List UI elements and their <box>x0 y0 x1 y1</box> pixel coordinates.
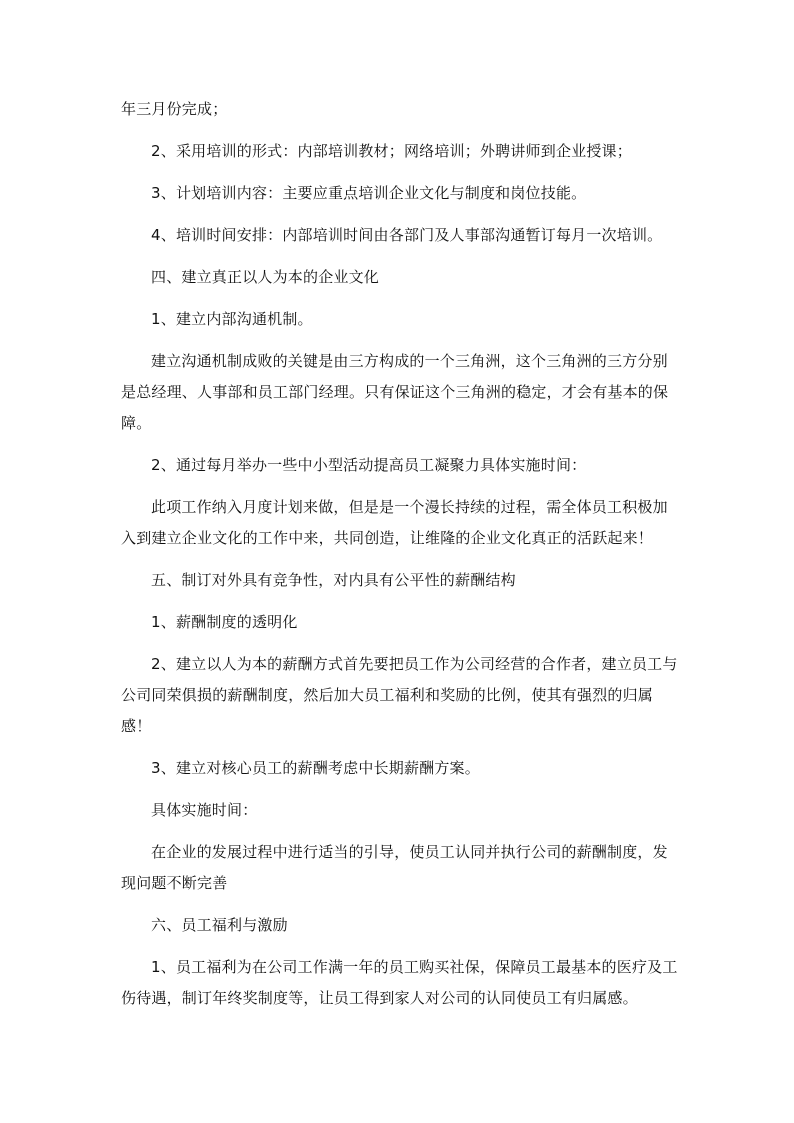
paragraph-1: 年三月份完成； <box>121 100 228 118</box>
paragraph-3: 3、计划培训内容：主要应重点培训企业文化与制度和岗位技能。 <box>151 184 587 202</box>
section-heading-4: 四、建立真正以人为本的企业文化 <box>151 268 380 286</box>
paragraph-8: 2、通过每月举办一些中小型活动提高员工凝聚力具体实施时间： <box>151 456 587 474</box>
paragraph-11: 1、薪酬制度的透明化 <box>151 613 298 631</box>
paragraph-15: 在企业的发展过程中进行适当的引导，使员工认同并执行公司的薪酬制度，发现问题不断完善 <box>121 843 668 892</box>
paragraph-12: 2、建立以人为本的薪酬方式首先要把员工作为公司经营的合作者，建立员工与公司同荣俱损的薪酬制度，然后加大员工福利和奖励的比例，使其有强烈的归属感！ <box>121 655 678 735</box>
paragraph-6: 1、建立内部沟通机制。 <box>151 310 313 328</box>
paragraph-7: 建立沟通机制成败的关键是由三方构成的一个三角洲，这个三角洲的三方分别是总经理、人事部和员工部门经理。只有保证这个三角洲的稳定，才会有基本的保障。 <box>121 352 669 432</box>
paragraph-14: 具体实施时间： <box>151 801 258 819</box>
paragraph-4: 4、培训时间安排：内部培训时间由各部门及人事部沟通暂订每月一次培训。 <box>151 226 663 244</box>
paragraph-13: 3、建立对核心员工的薪酬考虑中长期薪酬方案。 <box>151 759 480 777</box>
document-body <box>121 94 681 1014</box>
section-heading-6: 六、员工福利与激励 <box>151 916 288 934</box>
paragraph-17: 1、员工福利为在公司工作满一年的员工购买社保，保障员工最基本的医疗及工伤待遇，制订年终奖制度等，让员工得到家人对公司的认同使员工有归属感。 <box>121 958 678 1007</box>
paragraph-9: 此项工作纳入月度计划来做，但是是一个漫长持续的过程，需全体员工积极加入到建立企业文化的工作中来，共同创造，让维隆的企业文化真正的活跃起来！ <box>121 498 668 547</box>
paragraph-2: 2、采用培训的形式：内部培训教材；网络培训；外聘讲师到企业授课； <box>151 142 632 160</box>
section-heading-5: 五、制订对外具有竞争性，对内具有公平性的薪酬结构 <box>151 571 516 589</box>
